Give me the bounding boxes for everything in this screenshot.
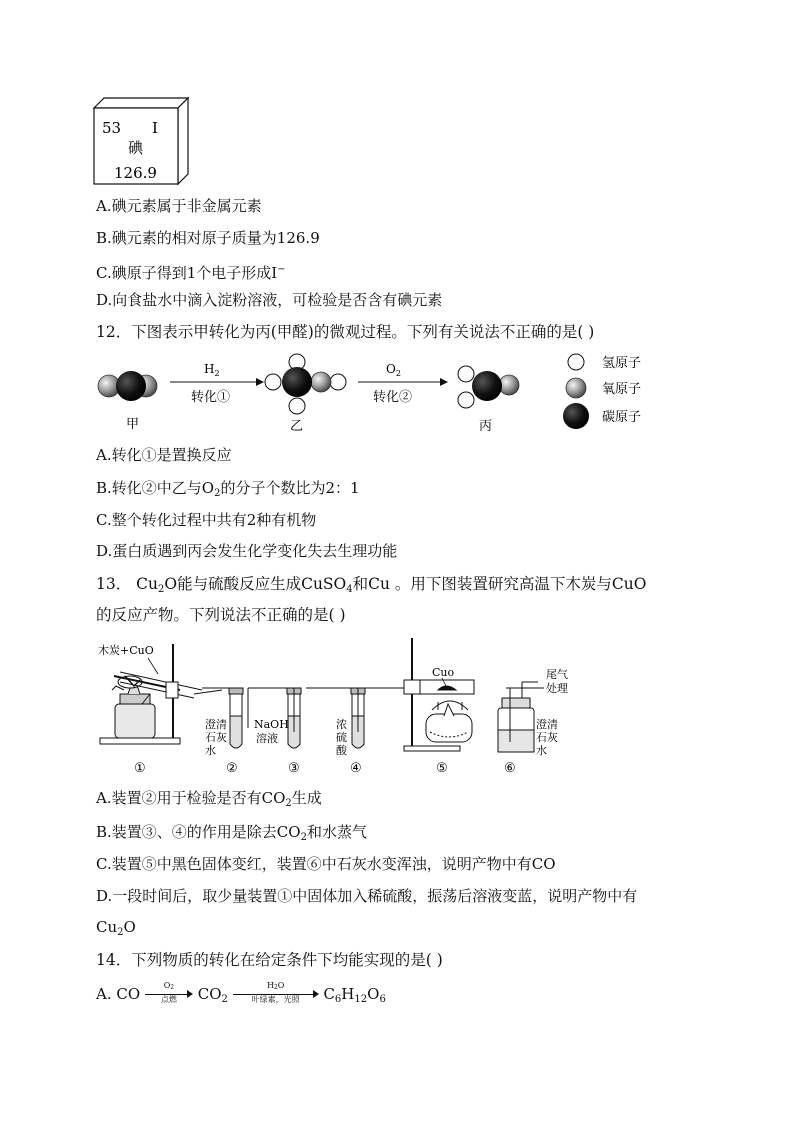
apparatus-number-5: ⑤ [436, 761, 448, 776]
molecule-jia [98, 371, 157, 401]
q12-diagram [90, 348, 690, 438]
apparatus-1 [100, 644, 222, 744]
apparatus-4 [351, 688, 365, 748]
element-card [92, 96, 192, 188]
q13-option-c: C.装置⑤中黑色固体变红，装置⑥中石灰水变浑浊，说明产物中有CO [96, 855, 556, 873]
q14-co: A. CO [96, 985, 141, 1003]
molecule-yi [265, 354, 346, 414]
label-jia: 甲 [126, 417, 140, 432]
tube4-label-3: 酸 [336, 744, 347, 757]
tube3-label-2: 溶液 [256, 732, 278, 745]
q11-option-c [96, 260, 286, 283]
q14-arrow2: $H_2O$ 叶绿素，光照 [233, 984, 319, 1004]
q12-option-b: B.转化②中乙与$O_2$的分子个数比为2：1 [96, 479, 360, 499]
arrow1-bottom-label: 转化① [191, 390, 231, 405]
tube6-label-2: 石灰 [536, 731, 558, 744]
legend-oxygen: 氧原子 [602, 382, 642, 397]
cuo-label: Cuo [432, 666, 455, 679]
reactant-label: 木炭+CuO [98, 644, 154, 657]
apparatus-number-1: ① [134, 761, 146, 776]
q13-option-a: A.装置②用于检验是否有$CO_2$生成 [96, 789, 322, 809]
arrow-conversion-2 [358, 378, 448, 386]
q14-option-a [96, 981, 386, 1010]
q14-arrow1: $O_2$ 点燃 [145, 984, 193, 1004]
q12-stem: 12．下图表示甲转化为丙(甲醛)的微观过程。下列有关说法不正确的是( ) [96, 323, 595, 341]
apparatus-number-3: ③ [288, 761, 300, 776]
tail-gas-label-2: 处理 [546, 682, 568, 695]
tube4-label-2: 硫 [336, 731, 347, 744]
element-symbol: I [152, 119, 158, 137]
label-yi: 乙 [290, 419, 304, 434]
apparatus-number-6: ⑥ [504, 761, 516, 776]
legend-carbon: 碳原子 [602, 410, 642, 425]
tail-gas-label-1: 尾气 [546, 668, 568, 681]
arrow2-top-label: $O_2$ [386, 362, 401, 378]
q14-stem: 14．下列物质的转化在给定条件下均能实现的是( ) [96, 951, 443, 969]
q13-option-d-line1: D.一段时间后，取少量装置①中固体加入稀硫酸，振荡后溶液变蓝，说明产物中有 [96, 887, 638, 905]
label-bing: 丙 [479, 419, 493, 434]
apparatus-3 [287, 688, 301, 748]
apparatus-6 [498, 682, 538, 752]
apparatus-number-2: ② [226, 761, 238, 776]
element-name: 碘 [128, 139, 144, 157]
tube3-label-1: NaOH [254, 718, 289, 731]
element-mass: 126.9 [114, 164, 157, 182]
apparatus-2 [229, 688, 248, 748]
q14-glucose: $C_6H_{12}O_6$ [323, 985, 386, 1005]
tube6-label-3: 水 [536, 744, 547, 757]
molecule-bing [458, 366, 519, 408]
tube2-label-1: 澄清 [205, 718, 227, 731]
q13-option-d-line2: $Cu_2O$ [96, 918, 136, 938]
q12-option-d: D.蛋白质遇到丙会发生化学变化失去生理功能 [96, 542, 398, 560]
q11-option-d: D.向食盐水中滴入淀粉溶液，可检验是否含有碘元素 [96, 291, 443, 309]
q11-option-a: A.碘元素属于非金属元素 [96, 197, 262, 215]
element-number: 53 [102, 119, 122, 137]
tube2-label-3: 水 [205, 744, 216, 757]
q11-option-b: B.碘元素的相对原子质量为126.9 [96, 229, 320, 247]
diagram-legend [563, 354, 589, 429]
q13-stem-line1: 13． $Cu_2O$能与硫酸反应生成CuSO$_4$和Cu 。用下图装置研究高温下木炭与CuO [96, 575, 647, 595]
q13-stem-line2: 的反应产物。下列说法不正确的是( ) [96, 606, 346, 624]
q14-co2: $CO_2$ [197, 985, 228, 1005]
arrow1-top-label: $H_2$ [204, 362, 220, 378]
q11-option-c-charge: − [277, 264, 286, 275]
arrow2-bottom-label: 转化② [373, 390, 413, 405]
arrow-conversion-1 [170, 378, 264, 386]
q11-option-c-text: C.碘原子得到1个电子形成I [96, 264, 278, 282]
q13-apparatus [90, 632, 690, 782]
tube6-label-1: 澄清 [536, 718, 558, 731]
tube4-label-1: 浓 [336, 718, 347, 731]
tube2-label-2: 石灰 [205, 731, 227, 744]
q13-option-b: B.装置③、④的作用是除去$CO_2$和水蒸气 [96, 823, 367, 843]
legend-hydrogen: 氢原子 [602, 356, 642, 371]
q12-option-c: C.整个转化过程中共有2种有机物 [96, 511, 317, 529]
apparatus-number-4: ④ [350, 761, 362, 776]
connecting-tubes [202, 688, 544, 712]
apparatus-5 [404, 638, 474, 751]
q12-option-a: A.转化①是置换反应 [96, 446, 232, 464]
